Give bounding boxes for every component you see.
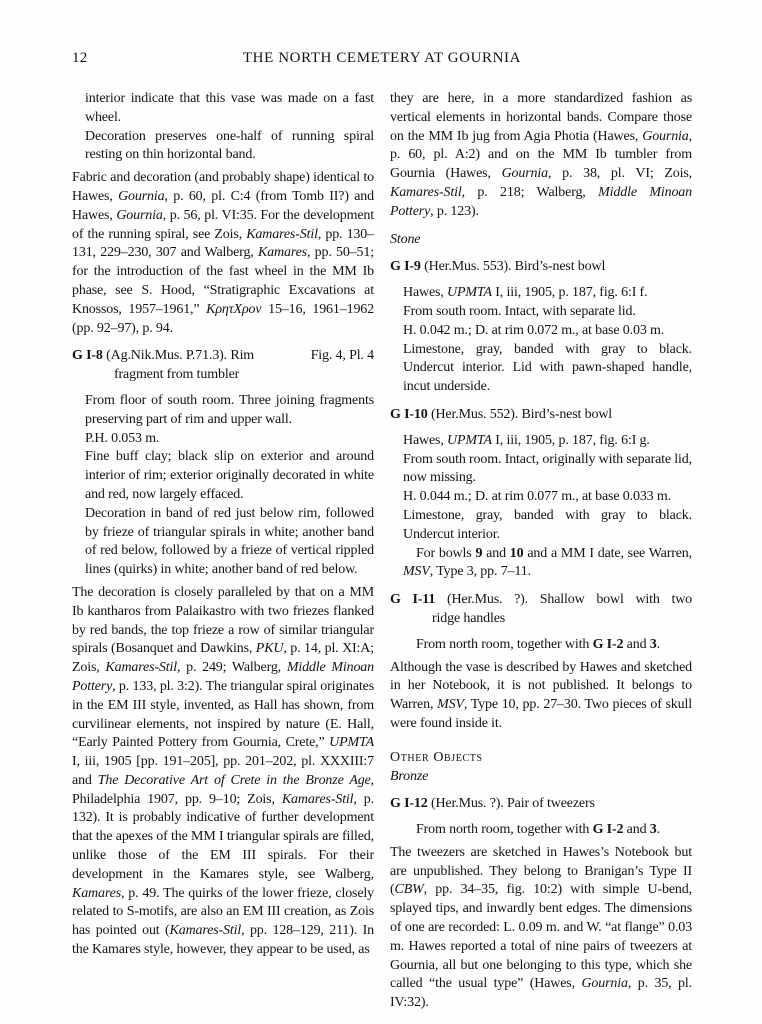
text-run: , Type 10, pp. 27–30. Two pieces of skull were found inside it. <box>390 697 692 731</box>
text-run: , p. 38, pl. VI; Zois, <box>548 166 692 182</box>
text-run: , p. 133, pl. 3:2). The triangular spiral originates in the EM III style, invented, as Hall has shown, from curvilinear elements, not inspired by nature (E. Hall, “Early Painted Pottery from Gournia, Crete,” <box>72 678 374 751</box>
catalog-note-line <box>390 636 692 655</box>
text-run: Fine buff clay; black slip on exterior and around interior of rim; exterior originally decorated in white and red, now largely effaced. <box>85 449 374 502</box>
italic-text-run: Gournia <box>118 188 165 204</box>
text-run: . <box>656 822 661 838</box>
bold-text-run: 9 <box>475 545 483 561</box>
text-run: (Her.Mus. ?). Pair of tweezers <box>427 796 595 812</box>
catalog-entry-heading <box>72 347 374 385</box>
body-paragraph <box>72 584 374 960</box>
text-run: , pp. 34–35, fig. 10:2) with simple U-bend, splayed tips, and inwardly bent edges. The dimensions of one are recorded: L. 0.09 m. and W. “at flange” 0.03 m. Hawes reported a total of nine pairs of tweezers at Gournia, all but one belonging to this type, which she called “the usual type” (Hawes, <box>390 882 692 992</box>
text-run: Other Objects <box>390 749 483 765</box>
text-run: From south room. Intact, with separate lid. <box>403 303 636 319</box>
text-run: Limestone, gray, banded with gray to black. Undercut interior. Lid with pawn-shaped handle, incut underside. <box>403 341 692 395</box>
entry-heading-line <box>390 795 692 814</box>
body-paragraph <box>390 844 692 1013</box>
text-run: , pp. 50–51; for the introduction of the fast wheel in the MM Ib phase, see S. Hood, “Stratigraphic Excavations at Knossos, 1957–1961,” <box>72 245 374 317</box>
text-run: and <box>482 545 510 561</box>
material-heading <box>390 768 692 787</box>
catalog-description-line <box>390 451 692 489</box>
catalog-description-line <box>72 448 374 504</box>
bold-text-run: 3 <box>649 822 657 838</box>
text-run: , p. 35, pl. IV:32). <box>390 976 692 1011</box>
body-paragraph <box>390 90 692 222</box>
italic-text-run: MSV <box>403 564 430 580</box>
italic-text-run: ΚρητΧρον <box>206 301 262 317</box>
text-run: I, iii, 1905 [pp. 191–205], pp. 201–202, pl. XXXIII:7 and <box>72 754 374 788</box>
text-run: H. 0.042 m.; D. at rim 0.072 m., at base 0.03 m. <box>403 322 665 338</box>
text-run: and a MM I date, see Warren, <box>523 545 693 561</box>
text-run: , p. 218; Walberg, <box>461 184 599 200</box>
entry-label <box>390 259 605 274</box>
entry-heading-line <box>390 591 692 610</box>
italic-text-run: Middle Minoan Pottery <box>72 660 374 694</box>
bold-text-run: G I-12 <box>390 796 428 812</box>
italic-text-run: Kamares-Stil <box>105 660 177 676</box>
text-run: , p. 60, pl. A:2) and on the MM Ib tumbler from Gournia (Hawes, <box>390 128 692 182</box>
text-run: For bowls <box>416 545 476 561</box>
entry-heading-line <box>390 258 692 277</box>
italic-text-run: PKU <box>255 641 284 657</box>
italic-text-run: CBW <box>394 882 424 898</box>
text-run: From floor of south room. Three joining fragments preserving part of rim and upper wall. <box>85 392 374 427</box>
text-run: (Her.Mus. 552). Bird’s-nest bowl <box>427 406 613 422</box>
text-run: I, iii, 1905, p. 187, fig. 6:I f. <box>491 285 648 301</box>
text-run: , p. 123). <box>430 203 479 219</box>
catalog-note-line <box>390 545 692 583</box>
catalog-description-line <box>390 341 692 397</box>
text-run: From north room, together with <box>416 822 593 838</box>
page-content <box>72 50 692 1017</box>
bold-text-run: G I-10 <box>390 406 428 422</box>
bold-text-run: 10 <box>509 545 524 561</box>
catalog-description-line <box>72 128 374 166</box>
catalog-description-line <box>390 507 692 545</box>
catalog-description-line <box>72 392 374 430</box>
section-heading <box>390 749 692 768</box>
italic-text-run: Kamares-Stil <box>390 184 462 200</box>
text-run: , pp. 128–129, 211). In the Kamares style, however, they appear to be used, as <box>72 923 374 958</box>
text-columns <box>72 90 692 1017</box>
text-run: Decoration preserves one-half of running spiral resting on thin horizontal band. <box>85 128 374 163</box>
bold-text-run: G I-9 <box>390 259 421 275</box>
text-run: From north room, together with <box>416 636 593 652</box>
text-run: and <box>623 822 650 838</box>
italic-text-run: Kamares-Stil <box>169 923 242 939</box>
text-run: , Philadelphia 1907, pp. 9–10; Zois, <box>72 772 375 807</box>
catalog-entry-heading <box>390 795 692 814</box>
entry-label <box>390 592 692 607</box>
text-run: interior indicate that this vase was made on a fast wheel. <box>85 91 374 125</box>
text-run: , p. 56, pl. VI:35. For the development of the running spiral, see Zois, <box>72 207 375 242</box>
italic-text-run: Kamares-Stil <box>246 226 318 242</box>
entry-label <box>390 796 595 811</box>
catalog-entry-heading <box>390 591 692 629</box>
text-run: Hawes, <box>403 285 448 301</box>
italic-text-run: UPMTA <box>329 735 374 751</box>
catalog-description-line <box>390 488 692 507</box>
entry-heading-continuation <box>72 366 374 385</box>
text-run: and <box>623 636 650 652</box>
text-run: I, iii, 1905, p. 187, fig. 6:I g. <box>491 432 650 448</box>
text-run: Decoration in band of red just below rim, followed by frieze of triangular spirals in white; another band of red below, followed by a frieze of vertical rippled lines (quirks) in white; another band of red below. <box>85 505 374 578</box>
italic-text-run: Kamares <box>72 885 121 901</box>
italic-text-run: UPMTA <box>447 432 492 448</box>
page-number: 12 <box>72 50 88 66</box>
text-run: ridge handles <box>432 610 506 626</box>
catalog-entry-heading <box>390 406 692 425</box>
text-run: , p. 49. The quirks of the lower frieze, closely related to S-motifs, are also an EM III creation, as Zois has pointed out ( <box>72 885 374 939</box>
italic-text-run: Gournia <box>581 976 628 992</box>
italic-text-run: The Decorative Art of Crete in the Bronze Age <box>97 772 371 788</box>
text-run: . <box>656 636 661 652</box>
bold-text-run: G I-2 <box>592 822 624 838</box>
running-title: THE NORTH CEMETERY AT GOURNIA <box>242 50 522 66</box>
italic-text-run: Middle Minoan Pottery <box>390 184 692 219</box>
text-run: , p. 249; Walberg, <box>177 660 287 676</box>
text-run: , p. 132). It is probably indicative of further development that the apexes of the MM I triangular spirals are filled, unlike those of the EM III spirals. For their development in the Kamares style, see Walberg, <box>72 791 374 882</box>
entry-heading-continuation <box>390 610 692 629</box>
text-run: , pp. 130–131, 229–230, 307 and Walberg, <box>72 226 374 261</box>
text-run: (Her.Mus. ?). Shallow bowl with two <box>435 592 693 608</box>
bold-text-run: G I-2 <box>592 636 624 652</box>
catalog-entry-heading <box>390 258 692 277</box>
text-run: Hawes, <box>403 432 448 448</box>
catalog-description-line <box>72 505 374 580</box>
entry-heading-line <box>390 406 692 425</box>
figure-plate-reference: Fig. 4, Pl. 4 <box>310 348 374 364</box>
text-run: Limestone, gray, banded with gray to black. Undercut interior. <box>403 507 692 542</box>
entry-label <box>390 407 612 422</box>
catalog-description-line <box>390 303 692 322</box>
text-run: H. 0.044 m.; D. at rim 0.077 m., at base 0.033 m. <box>403 489 671 505</box>
text-run: The decoration is closely paralleled by that on a MM Ib kantharos from Palaikastro with two friezes flanked by red bands, the top frieze a row of similar triangular spirals (Bosanquet and Dawkins, <box>72 584 374 657</box>
text-run: (Her.Mus. 553). Bird’s-nest bowl <box>420 259 606 275</box>
text-run: P.H. 0.053 m. <box>85 430 160 446</box>
text-run: Although the vase is described by Hawes and sketched in her Notebook, it is not published. It belongs to Warren, <box>390 659 692 713</box>
text-run: fragment from tumbler <box>114 367 240 383</box>
catalog-description-line <box>72 430 374 449</box>
italic-text-run: UPMTA <box>447 285 492 301</box>
italic-text-run: Gournia <box>116 207 163 223</box>
running-head <box>72 50 692 66</box>
entry-label <box>72 347 254 366</box>
bold-text-run: 3 <box>649 636 657 652</box>
text-run: Stone <box>390 231 421 247</box>
text-run: , p. 60, pl. C:4 (from Tomb II?) and Hawes, <box>72 188 375 223</box>
catalog-description-line <box>390 432 692 451</box>
italic-text-run: MSV <box>437 697 464 713</box>
text-run: , Type 3, pp. 7–11. <box>429 564 531 580</box>
column-right <box>390 90 692 1017</box>
catalog-description-line <box>72 90 374 128</box>
italic-text-run: Kamares <box>257 245 307 261</box>
catalog-note-line <box>390 821 692 840</box>
body-paragraph <box>390 659 692 734</box>
column-left <box>72 90 374 1017</box>
entry-heading-line <box>72 347 374 366</box>
italic-text-run: Gournia <box>642 128 689 144</box>
text-run: From south room. Intact, originally with separate lid, now missing. <box>403 451 692 486</box>
catalog-description-line <box>390 322 692 341</box>
body-paragraph <box>72 169 374 338</box>
text-run: Fabric and decoration (and probably shape) identical to Hawes, <box>72 170 374 204</box>
text-run: they are here, in a more standardized fashion as vertical elements in horizontal bands. Compare those on the MM Ib jug from Agia Photia (Hawes, <box>390 91 692 144</box>
italic-text-run: Gournia <box>501 166 548 182</box>
text-run: , p. 14, pl. XI:A; Zois, <box>72 641 374 676</box>
material-heading <box>390 231 692 250</box>
italic-text-run: Kamares-Stil <box>281 791 354 807</box>
bold-text-run: G I-11 <box>390 592 436 608</box>
text-run: The tweezers are sketched in Hawes’s Notebook but are unpublished. They belong to Branigan’s Type II ( <box>390 844 692 898</box>
catalog-description-line <box>390 284 692 303</box>
text-run: 15–16, 1961–1962 (pp. 92–97), p. 94. <box>72 301 374 336</box>
text-run: Bronze <box>390 768 429 784</box>
bold-text-run: G I-8 <box>72 348 103 364</box>
text-run: (Ag.Nik.Mus. P.71.3). Rim <box>102 348 255 364</box>
